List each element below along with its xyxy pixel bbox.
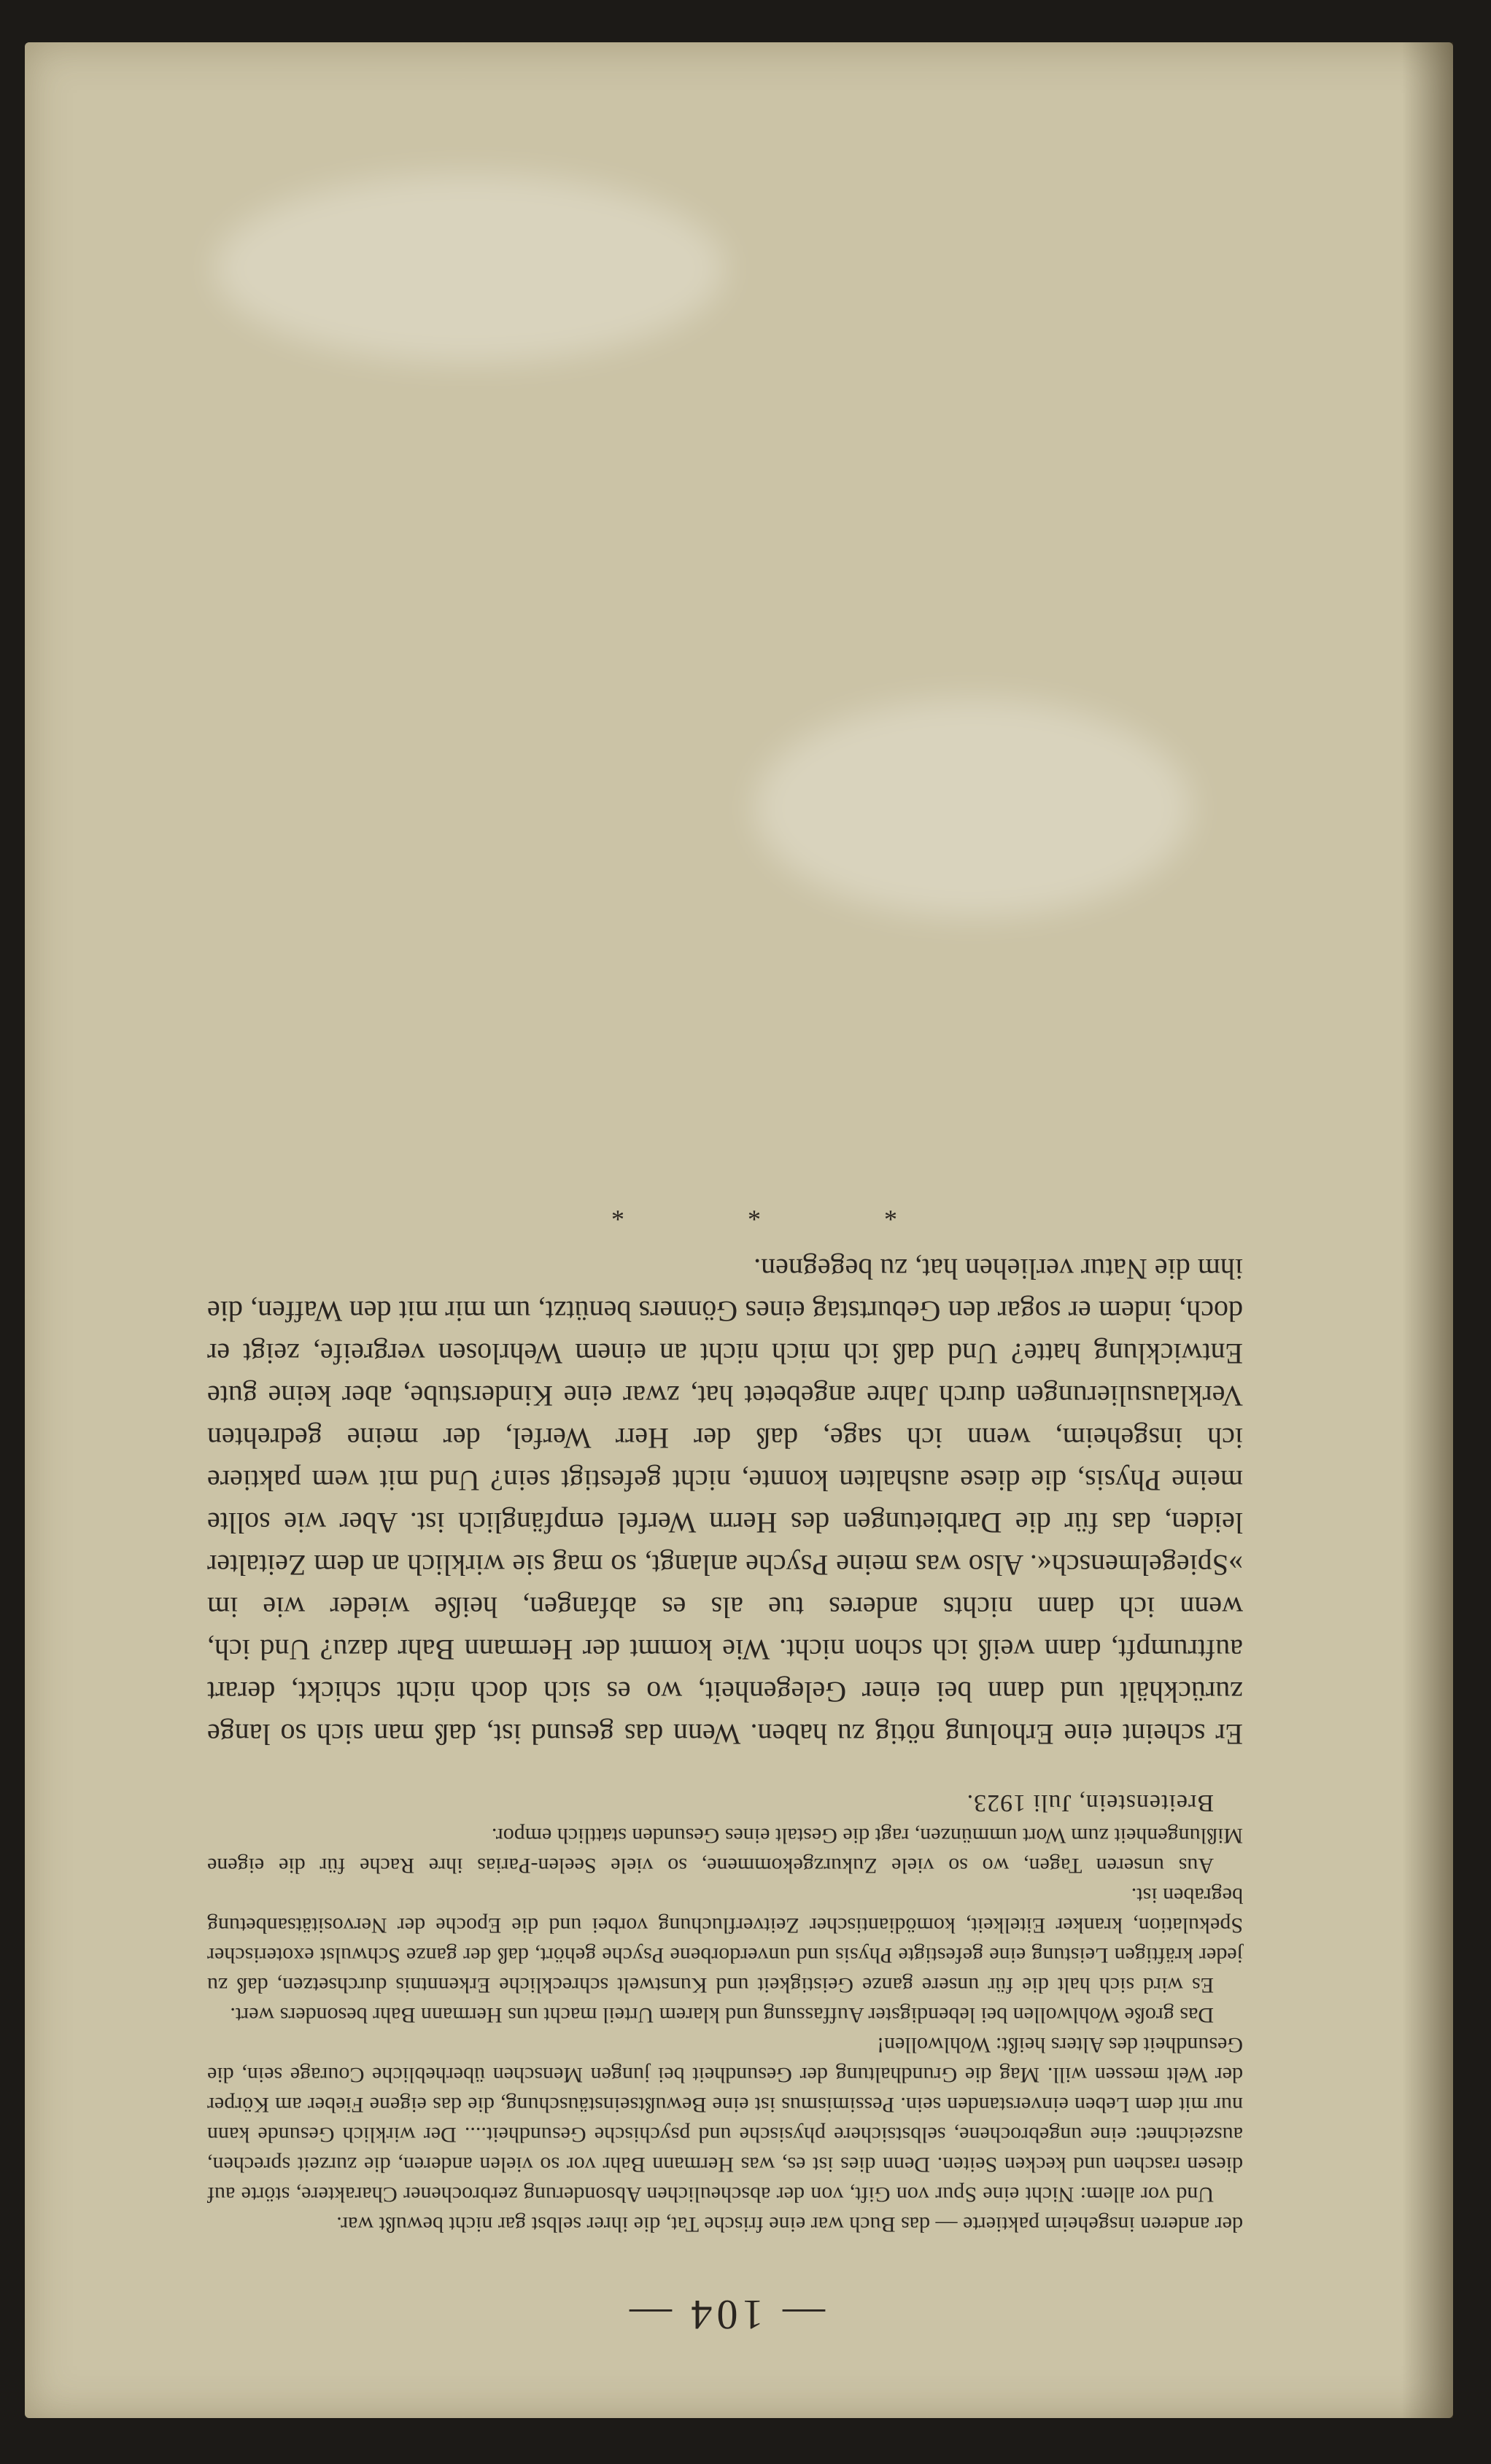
book-page [25,42,1453,2418]
paragraph-small-2: Und vor allem: Nicht eine Spur von Gift, von der abscheulichen Absonderung zerbrochener Charaktere, störte auf diesen raschen und kecken Seiten. Denn dies ist es, was Hermann Bahr vor so vielen anderen, die zurzeit sprechen, auszeichnet: eine ungebrochene, selbstsichere physische und psychische Gesundheit.... Der wirklich Gesunde kann nur mit dem Leben einverstanden sein. Pessimismus ist eine Bewußtseinstäuschung, die das eigene Fieber am Körper der Welt messen will. Mag die Grundhaltung der Gesundheit bei jungen Menschen überhebliche Courage sein, die Gesundheit des Alters heißt: Wohlwollen! [207,2033,1243,2207]
page-content-upside-down [207,648,1243,2339]
large-print-section [207,1248,1243,1755]
paragraph-small-1: der anderen insgeheim paktierte — das Buch war eine frische Tat, die ihrer selbst gar nicht bewußt war. [336,2212,1243,2236]
page-number: — 104 — [625,2291,825,2339]
dateline: Breitenstein, Juli 1923. [966,1789,1214,1816]
paragraph-small-5: Aus unseren Tagen, wo so viele Zukurzgekommene, so viele Seelen-Parias ihre Rache für die eigene Mißlungenheit zum Wort ummünzen, ragt die Gestalt eines Gesunden stattlich empor. [207,1824,1243,1878]
small-print-section [207,1789,1243,2239]
paragraph-small-4: Es wird sich halt die für unsere ganze Geistigkeit und Kunstwelt schreckliche Erkenntnis durchsetzen, daß zu jeder kräftigen Leistung eine gefestigte Physis und unverdorbene Psyche gehört, daß der ganze Schwulst exoterischer Spekulation, kranker Eitelkeit, komödiantischer Zeitverfluchung vorbei und die Epoche der Nervositätsanbetung begraben ist. [207,1884,1243,1997]
section-break-stars: * * * [553,1197,897,1227]
paragraph-large-1: Er scheint eine Erholung nötig zu haben. Wenn das gesund ist, daß man sich so lange zurückhält und dann bei einer Gelegenheit, wo es sich doch nicht schickt, derart auftrumpft, dann weiß ich schon nicht. Wie kommt der Hermann Bahr dazu? Und ich, wenn ich dann nichts anderes tue als es abfangen, heiße wieder wie im »Spiegelmensch«. Also was meine Psyche anlangt, so mag sie wirklich an dem Zeitalter leiden, das für die Darbietungen des Herrn Werfel empfänglich ist. Aber wie sollte meine Physis, die diese aushalten konnte, nicht gefestigt sein? Und mit wem paktiere ich insgeheim, wenn ich sage, daß der Herr Werfel, der meine gedrehten Verklausulierungen durch Jahre angebetet hat, zwar eine Kinderstube, aber keine gute Entwicklung hatte? Und daß ich mich nicht an einem Wehrlosen vergreife, zeigt er doch, indem er sogar den Geburtstag eines Gönners benützt, um mir mit den Waffen, die ihm die Natur verliehen hat, zu begegnen. [207,1253,1243,1751]
paragraph-small-3: Das große Wohlwollen bei lebendigster Auffassung und klarem Urteil macht uns Hermann Bahr besonders wert. [230,2003,1214,2027]
paper-stain [214,174,725,363]
